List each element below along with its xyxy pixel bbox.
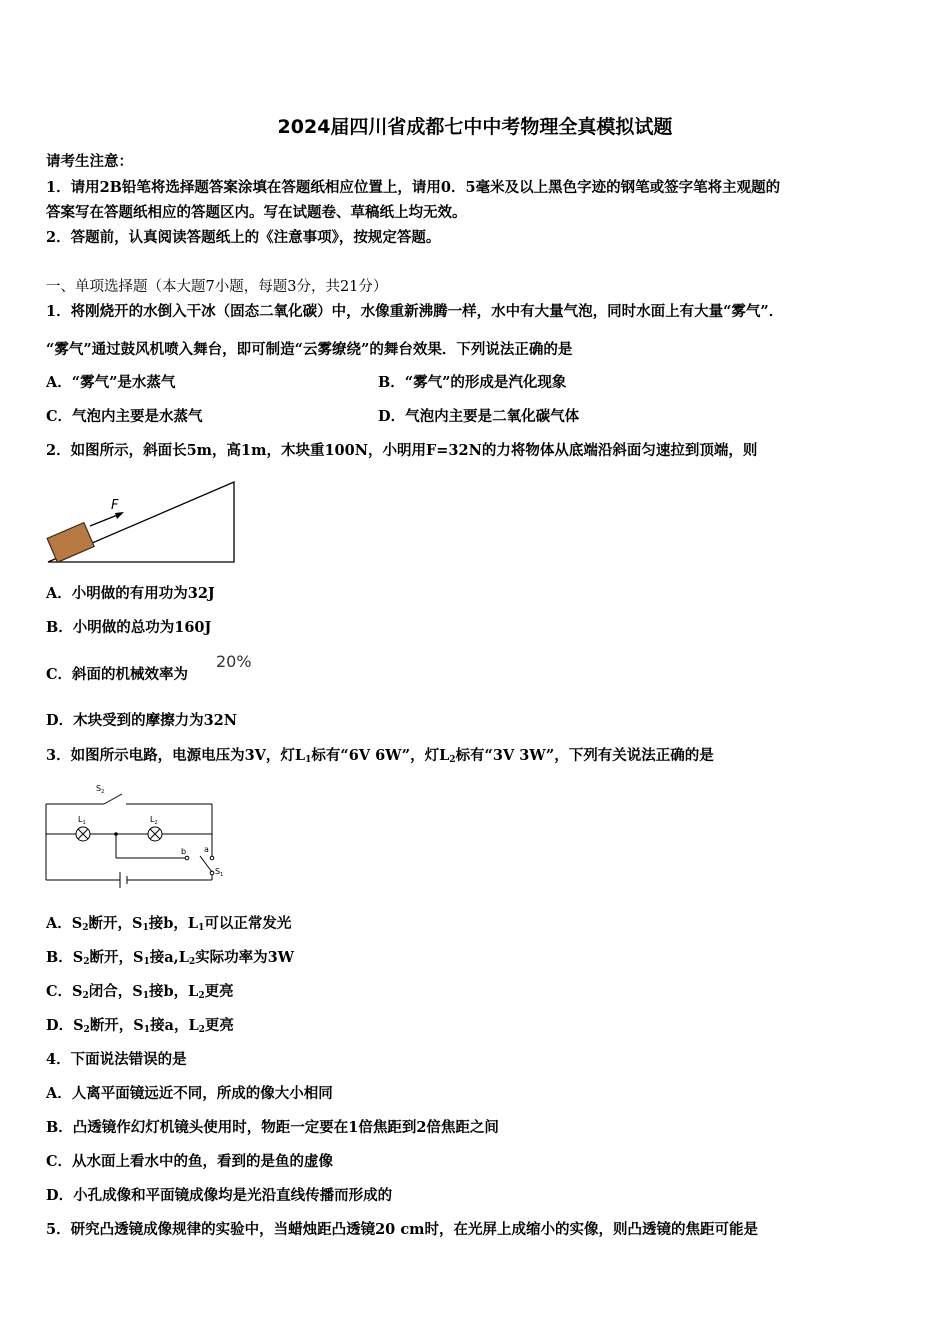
force-arrow <box>90 514 120 526</box>
wooden-block <box>47 523 94 563</box>
force-arrowhead <box>115 512 124 519</box>
q1-stem-1: 1．将刚烧开的水倒入干冰（固态二氧化碳）中，水像重新沸腾一样，水中有大量气泡，同时水面上有大量“雾气”． <box>46 303 784 320</box>
a-label: a <box>204 845 209 854</box>
section-heading: 一、单项选择题（本大题7小题，每题3分，共21分） <box>46 279 388 295</box>
q1-option-a: A．“雾气”是水蒸气 <box>46 374 176 391</box>
b-label: b <box>181 847 187 856</box>
q2-option-b: B．小明做的总功为160J <box>46 619 212 636</box>
q2-option-d: D．木块受到的摩擦力为32N <box>46 712 238 729</box>
l1-label: $L_1$ <box>78 815 86 826</box>
notice-item-1-cont: 答案写在答题纸相应的答题区内。写在试题卷、草稿纸上均无效。 <box>46 204 467 221</box>
q1-option-d: D．气泡内主要是二氧化碳气体 <box>378 408 580 425</box>
q1-option-b: B．“雾气”的形成是汽化现象 <box>378 374 567 391</box>
q4-stem: 4．下面说法错误的是 <box>46 1051 187 1068</box>
q3-option-d: D．$S_2$断开，$S_1$接a，$L_2$更亮 <box>46 1017 234 1035</box>
q3-option-a: A．$S_2$断开，$S_1$接b，$L_1$可以正常发光 <box>46 915 292 933</box>
q3-stem: 3．如图所示电路，电源电压为3V，灯$L_1$标有“6V 6W”，灯$L_2$标有“3V 3W”，下列有关说法正确的是 <box>46 747 714 765</box>
q2-option-c: C．斜面的机械效率为 <box>46 666 189 683</box>
circuit-diagram <box>40 780 230 898</box>
incline-diagram <box>44 478 240 568</box>
s2-label: $S_2$ <box>96 784 105 795</box>
notice-heading: 请考生注意： <box>46 153 133 170</box>
q4-option-a: A．人离平面镜远近不同，所成的像大小相同 <box>46 1085 333 1102</box>
q1-option-c: C．气泡内主要是水蒸气 <box>46 408 203 425</box>
q4-option-b: B．凸透镜作幻灯机镜头使用时，物距一定要在1倍焦距到2倍焦距之间 <box>46 1119 499 1136</box>
q2-stem: 2．如图所示，斜面长5m，高1m，木块重100N，小明用F=32N的力将物体从底端沿斜面匀速拉到顶端，则 <box>46 442 758 459</box>
q2-efficiency-value: 20% <box>216 652 252 671</box>
q4-option-c: C．从水面上看水中的鱼，看到的是鱼的虚像 <box>46 1153 334 1170</box>
notice-item-1: 1．请用2B铅笔将选择题答案涂填在答题纸相应位置上，请用0．5毫米及以上黑色字迹的钢笔或签字笔将主观题的 <box>46 179 781 196</box>
notice-item-2: 2．答题前，认真阅读答题纸上的《注意事项》，按规定答题。 <box>46 229 441 246</box>
s1-label: $S_1$ <box>215 867 224 878</box>
q2-option-a: A．小明做的有用功为32J <box>46 585 215 602</box>
q5-stem: 5．研究凸透镜成像规律的实验中，当蜡烛距凸透镜20 cm时，在光屏上成缩小的实像，则凸透镜的焦距可能是 <box>46 1221 758 1238</box>
l2-label: $L_2$ <box>150 815 158 826</box>
q3-option-b: B．$S_2$断开，$S_1$接$a,L_2$实际功率为3W <box>46 949 295 967</box>
force-label: F <box>111 498 119 513</box>
page-title: 2024届四川省成都七中中考物理全真模拟试题 <box>277 116 673 138</box>
q3-option-c: C．$S_2$闭合，$S_1$接b，$L_2$更亮 <box>46 983 234 1001</box>
q1-stem-2: “雾气”通过鼓风机喷入舞台，即可制造“云雾缭绕”的舞台效果．下列说法正确的是 <box>46 341 573 358</box>
q4-option-d: D．小孔成像和平面镜成像均是光沿直线传播而形成的 <box>46 1187 393 1204</box>
